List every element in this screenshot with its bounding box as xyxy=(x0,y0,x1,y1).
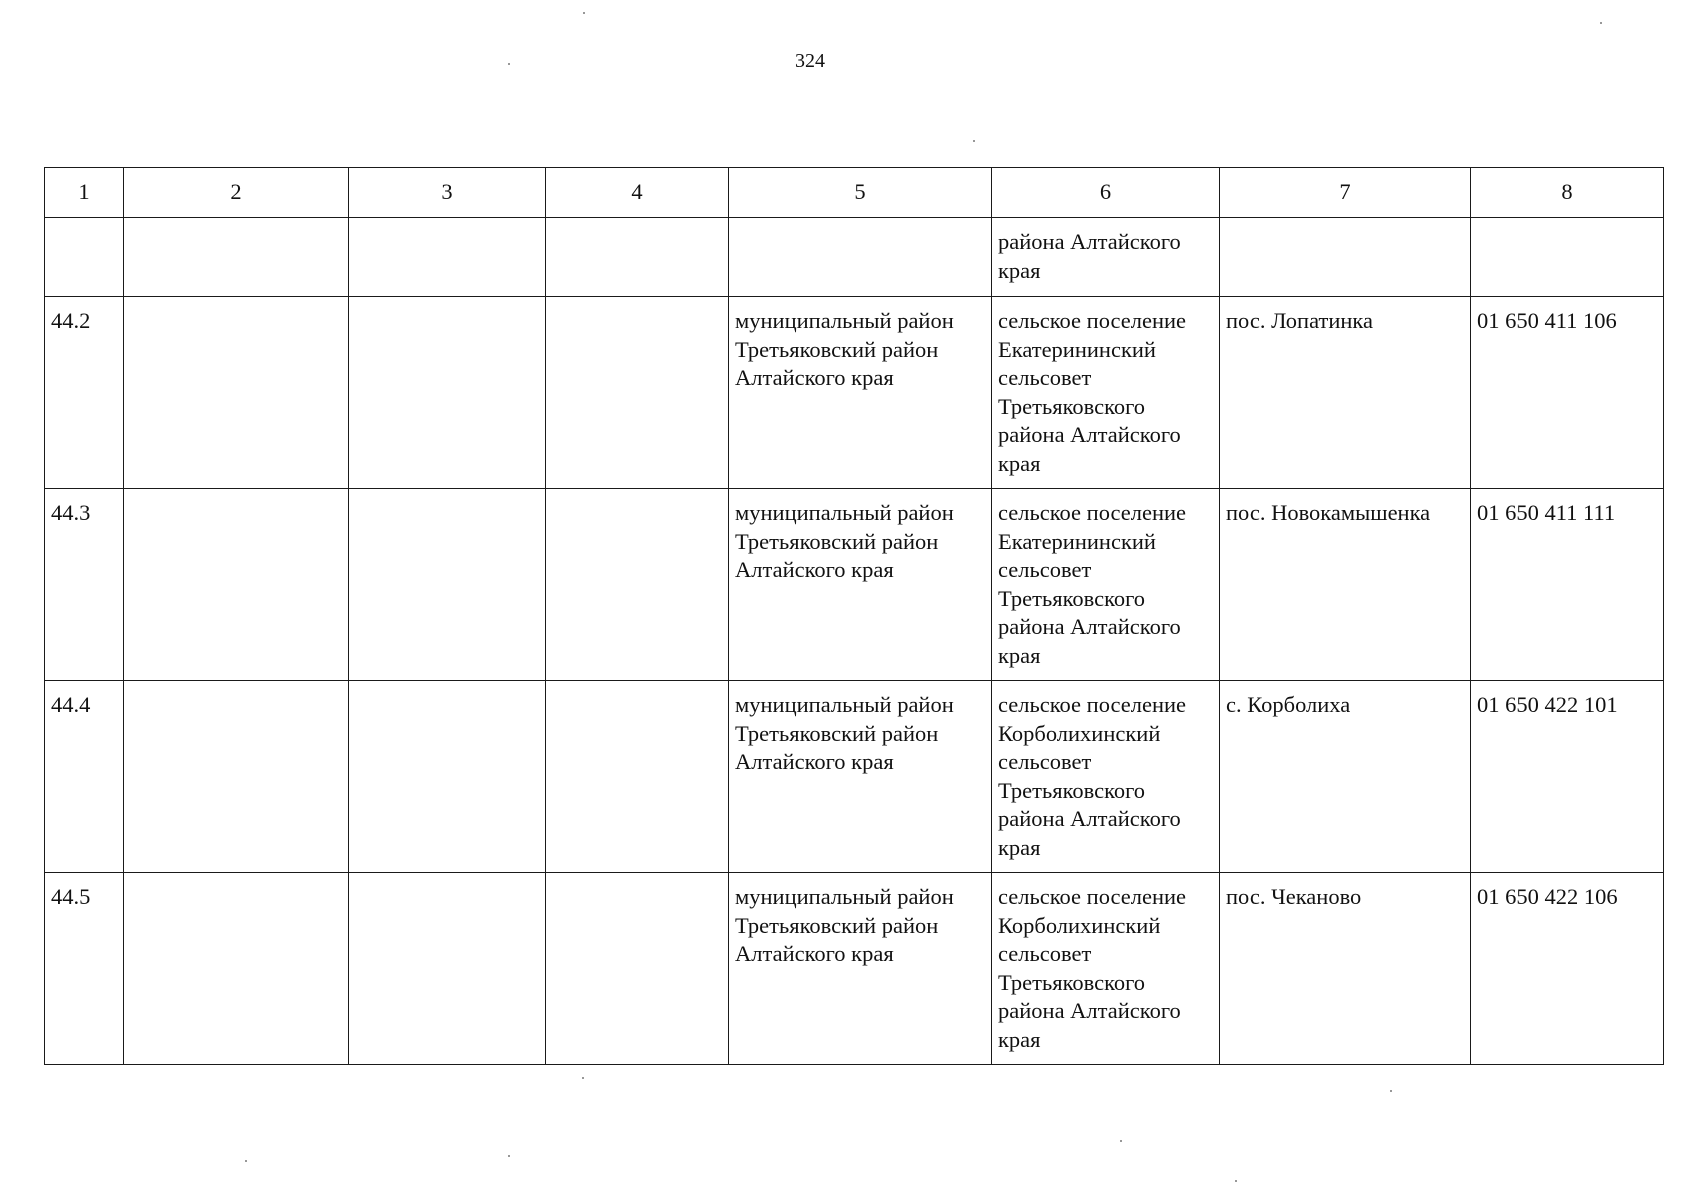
settlement-text: сельское поселение Екатерининский сельсовет Третьяковского района Алтайского края xyxy=(998,308,1187,476)
table-cell xyxy=(349,218,546,297)
table-cell xyxy=(546,873,729,1065)
table-cell xyxy=(349,489,546,681)
scan-speck xyxy=(1600,22,1602,24)
locality-cell: пос. Чеканово xyxy=(1220,873,1471,1065)
scan-speck xyxy=(1120,1140,1122,1142)
table-cell xyxy=(349,873,546,1065)
table-cell xyxy=(546,218,729,297)
scan-speck xyxy=(245,1160,247,1162)
settlement-text: сельское поселение Корболихинский сельсовет Третьяковского района Алтайского края xyxy=(998,884,1187,1052)
table-row xyxy=(45,297,1664,489)
table-cell xyxy=(546,297,729,489)
municipal-district-cell xyxy=(729,297,992,489)
code-cell: 01 650 411 106 xyxy=(1471,297,1664,489)
row-number-cell: 44.3 xyxy=(45,489,124,681)
table-cell xyxy=(349,681,546,873)
scan-speck xyxy=(508,1155,510,1157)
scan-speck xyxy=(973,140,975,142)
settlement-text: сельское поселение Екатерининский сельсовет Третьяковского района Алтайского края xyxy=(998,500,1187,668)
table-cell xyxy=(124,873,349,1065)
settlement-cell xyxy=(992,873,1220,1065)
settlement-cell xyxy=(992,297,1220,489)
scan-speck xyxy=(508,63,510,65)
table-cell xyxy=(729,218,992,297)
table-cell xyxy=(349,297,546,489)
header-row xyxy=(45,168,1664,218)
column-header-3: 3 xyxy=(349,168,546,218)
column-header-6: 6 xyxy=(992,168,1220,218)
table-row xyxy=(45,873,1664,1065)
row-number-cell: 44.5 xyxy=(45,873,124,1065)
table-cell xyxy=(124,297,349,489)
continuation-row xyxy=(45,218,1664,297)
code-cell: 01 650 411 111 xyxy=(1471,489,1664,681)
settlement-cell xyxy=(992,681,1220,873)
municipal-district-cell xyxy=(729,681,992,873)
locality-cell: пос. Лопатинка xyxy=(1220,297,1471,489)
settlement-text: района Алтайского края xyxy=(998,229,1181,283)
table-row xyxy=(45,681,1664,873)
settlement-cell xyxy=(992,218,1220,297)
column-header-8: 8 xyxy=(1471,168,1664,218)
table-cell xyxy=(124,218,349,297)
column-header-2: 2 xyxy=(124,168,349,218)
table-row xyxy=(45,489,1664,681)
table-cell xyxy=(546,681,729,873)
table-cell xyxy=(546,489,729,681)
settlement-text: сельское поселение Корболихинский сельсовет Третьяковского района Алтайского края xyxy=(998,692,1187,860)
row-number-cell: 44.4 xyxy=(45,681,124,873)
column-header-5: 5 xyxy=(729,168,992,218)
row-number-cell: 44.2 xyxy=(45,297,124,489)
municipal-district-text: муниципальный район Третьяковский район Алтайского края xyxy=(735,308,954,390)
column-header-1: 1 xyxy=(45,168,124,218)
table-cell xyxy=(45,218,124,297)
register-table xyxy=(44,167,1664,1065)
table-cell xyxy=(1220,218,1471,297)
table-cell xyxy=(124,489,349,681)
table-cell xyxy=(124,681,349,873)
scan-speck xyxy=(1390,1090,1392,1092)
column-header-4: 4 xyxy=(546,168,729,218)
scan-speck xyxy=(582,1077,584,1079)
municipal-district-text: муниципальный район Третьяковский район Алтайского края xyxy=(735,692,954,774)
column-header-7: 7 xyxy=(1220,168,1471,218)
code-cell: 01 650 422 101 xyxy=(1471,681,1664,873)
municipal-district-text: муниципальный район Третьяковский район Алтайского края xyxy=(735,884,954,966)
scan-speck xyxy=(583,12,585,14)
code-cell: 01 650 422 106 xyxy=(1471,873,1664,1065)
settlement-cell xyxy=(992,489,1220,681)
municipal-district-cell xyxy=(729,873,992,1065)
municipal-district-cell xyxy=(729,489,992,681)
scan-speck xyxy=(1235,1180,1237,1182)
municipal-district-text: муниципальный район Третьяковский район Алтайского края xyxy=(735,500,954,582)
locality-cell: пос. Новокамышенка xyxy=(1220,489,1471,681)
table-cell xyxy=(1471,218,1664,297)
page-number: 324 xyxy=(795,50,825,72)
locality-cell: с. Корболиха xyxy=(1220,681,1471,873)
